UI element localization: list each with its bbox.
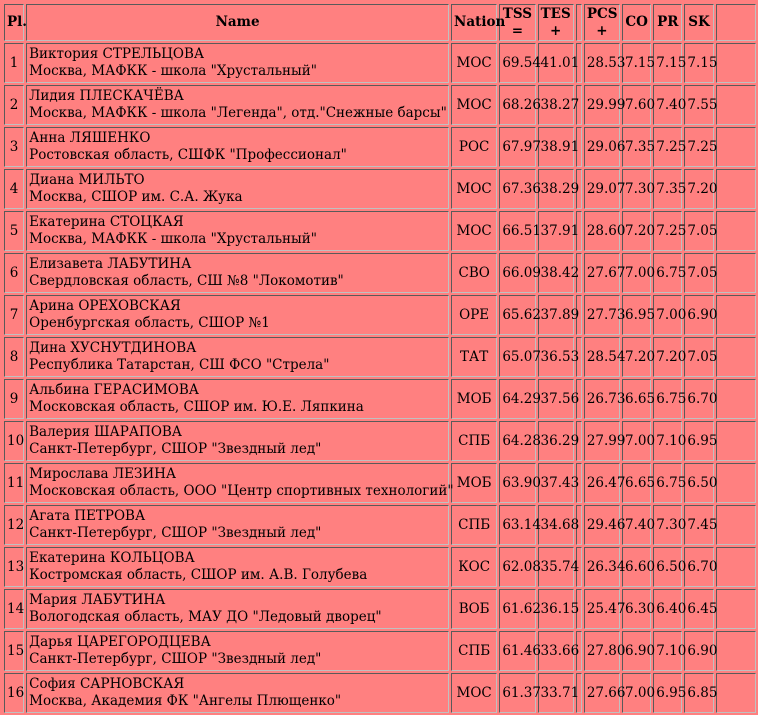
pr-cell: 6.95 xyxy=(653,673,682,713)
extra-cell xyxy=(716,421,756,461)
sk-cell: 6.45 xyxy=(684,589,713,629)
tes-cell: 38.27 xyxy=(538,85,574,125)
skater-club: Республика Татарстан, СШ ФСО "Стрела" xyxy=(29,357,330,373)
extra-cell xyxy=(716,295,756,335)
pr-cell: 6.50 xyxy=(653,547,682,587)
table-row xyxy=(4,463,756,503)
skater-name[interactable]: Елизавета ЛАБУТИНА xyxy=(29,256,192,272)
pr-cell: 7.00 xyxy=(653,295,682,335)
pr-cell: 7.10 xyxy=(653,631,682,671)
skater-club: Москва, Академия ФК "Ангелы Плющенко" xyxy=(29,693,342,709)
place-cell: 15 xyxy=(4,631,24,671)
skater-cell xyxy=(26,253,449,293)
tss-cell: 61.46 xyxy=(499,631,535,671)
extra-cell xyxy=(716,127,756,167)
pcs-cell: 28.60 xyxy=(584,211,620,251)
sk-cell: 7.45 xyxy=(684,505,713,545)
sk-cell: 7.20 xyxy=(684,169,713,209)
sk-cell: 7.15 xyxy=(684,43,713,83)
skater-cell xyxy=(26,169,449,209)
tss-cell: 65.07 xyxy=(499,337,535,377)
skater-club: Московская область, СШОР им. Ю.Е. Ляпкина xyxy=(29,399,364,415)
skater-cell xyxy=(26,631,449,671)
sk-cell: 7.05 xyxy=(684,211,713,251)
skater-cell xyxy=(26,673,449,713)
table-row xyxy=(4,253,756,293)
co-cell: 6.30 xyxy=(622,589,651,629)
sk-cell: 7.25 xyxy=(684,127,713,167)
extra-cell xyxy=(716,589,756,629)
tes-cell: 36.29 xyxy=(538,421,574,461)
skater-club: Москва, МАФКК - школа "Хрустальный" xyxy=(29,231,317,247)
skater-club: Москва, СШОР им. С.А. Жука xyxy=(29,189,243,205)
header-pcs-sign: + xyxy=(596,22,608,39)
skater-name[interactable]: Екатерина КОЛЬЦОВА xyxy=(29,550,195,566)
pr-cell: 6.40 xyxy=(653,589,682,629)
co-cell: 7.00 xyxy=(622,253,651,293)
table-row xyxy=(4,169,756,209)
skater-cell xyxy=(26,85,449,125)
header-co: CO xyxy=(622,4,651,41)
nation-cell: КОС xyxy=(451,547,497,587)
tes-cell: 38.42 xyxy=(538,253,574,293)
skater-club: Костромская область, СШОР им. А.В. Голубева xyxy=(29,567,368,583)
tes-cell: 36.15 xyxy=(538,589,574,629)
pr-cell: 7.25 xyxy=(653,211,682,251)
sk-cell: 6.70 xyxy=(684,379,713,419)
pr-cell: 7.20 xyxy=(653,337,682,377)
co-cell: 7.00 xyxy=(622,673,651,713)
header-tes xyxy=(538,4,574,41)
skater-name[interactable]: Арина ОРЕХОВСКАЯ xyxy=(29,298,181,314)
co-cell: 7.40 xyxy=(622,505,651,545)
sk-cell: 7.05 xyxy=(684,253,713,293)
header-tes-label: TES xyxy=(540,5,571,22)
place-cell: 9 xyxy=(4,379,24,419)
nation-cell: МОБ xyxy=(451,379,497,419)
tss-cell: 64.28 xyxy=(499,421,535,461)
skater-club: Свердловская область, СШ №8 "Локомотив" xyxy=(29,273,344,289)
tes-cell: 37.56 xyxy=(538,379,574,419)
tes-cell: 33.71 xyxy=(538,673,574,713)
table-row xyxy=(4,337,756,377)
pcs-cell: 25.47 xyxy=(584,589,620,629)
pcs-cell: 26.34 xyxy=(584,547,620,587)
pcs-cell: 27.99 xyxy=(584,421,620,461)
pcs-cell: 29.07 xyxy=(584,169,620,209)
skater-cell xyxy=(26,211,449,251)
header-pcs xyxy=(584,4,620,41)
sk-cell: 6.95 xyxy=(684,421,713,461)
pcs-cell: 27.67 xyxy=(584,253,620,293)
header-tss-sign: = xyxy=(511,22,524,39)
header-row xyxy=(4,4,756,41)
extra-cell xyxy=(716,211,756,251)
skater-cell xyxy=(26,505,449,545)
skater-name[interactable]: София САРНОВСКАЯ xyxy=(29,676,185,692)
nation-cell: МОС xyxy=(451,169,497,209)
nation-cell: ТАТ xyxy=(451,337,497,377)
tss-cell: 68.26 xyxy=(499,85,535,125)
nation-cell: СВО xyxy=(451,253,497,293)
tss-cell: 63.14 xyxy=(499,505,535,545)
pr-cell: 7.40 xyxy=(653,85,682,125)
pcs-cell: 26.73 xyxy=(584,379,620,419)
tss-cell: 66.51 xyxy=(499,211,535,251)
header-gap xyxy=(576,4,582,41)
extra-cell xyxy=(716,463,756,503)
skater-name[interactable]: Екатерина СТОЦКАЯ xyxy=(29,214,184,230)
pr-cell: 7.15 xyxy=(653,43,682,83)
co-cell: 7.60 xyxy=(622,85,651,125)
sk-cell: 7.55 xyxy=(684,85,713,125)
nation-cell: СПБ xyxy=(451,505,497,545)
tes-cell: 34.68 xyxy=(538,505,574,545)
nation-cell: МОС xyxy=(451,673,497,713)
sk-cell: 7.05 xyxy=(684,337,713,377)
place-cell: 6 xyxy=(4,253,24,293)
extra-cell xyxy=(716,379,756,419)
header-tss-label: TSS xyxy=(502,5,533,22)
extra-cell xyxy=(716,337,756,377)
pcs-cell: 28.54 xyxy=(584,337,620,377)
skater-name[interactable]: Дина ХУСНУТДИНОВА xyxy=(29,340,197,356)
co-cell: 7.30 xyxy=(622,169,651,209)
skater-cell xyxy=(26,547,449,587)
header-pl: Pl. xyxy=(4,4,24,41)
pr-cell: 7.25 xyxy=(653,127,682,167)
place-cell: 16 xyxy=(4,673,24,713)
skater-club: Ростовская область, СШФК "Профессионал" xyxy=(29,147,347,163)
tss-cell: 61.37 xyxy=(499,673,535,713)
co-cell: 6.65 xyxy=(622,379,651,419)
skater-club: Московская область, ООО "Центр спортивных технологий" xyxy=(29,483,454,499)
table-row xyxy=(4,631,756,671)
skater-name[interactable]: Лидия ПЛЕСКАЧЁВА xyxy=(29,88,184,104)
tes-cell: 36.53 xyxy=(538,337,574,377)
place-cell: 12 xyxy=(4,505,24,545)
nation-cell: МОС xyxy=(451,85,497,125)
tes-cell: 38.29 xyxy=(538,169,574,209)
header-tes-sign: + xyxy=(550,22,562,39)
skater-cell xyxy=(26,127,449,167)
tes-cell: 33.66 xyxy=(538,631,574,671)
extra-cell xyxy=(716,547,756,587)
tss-cell: 67.36 xyxy=(499,169,535,209)
tss-cell: 63.90 xyxy=(499,463,535,503)
skater-cell xyxy=(26,295,449,335)
pr-cell: 7.35 xyxy=(653,169,682,209)
table-row xyxy=(4,547,756,587)
nation-cell: ВОБ xyxy=(451,589,497,629)
nation-cell: МОС xyxy=(451,211,497,251)
pr-cell: 6.75 xyxy=(653,253,682,293)
nation-cell: СПБ xyxy=(451,421,497,461)
tss-cell: 62.08 xyxy=(499,547,535,587)
extra-cell xyxy=(716,253,756,293)
tss-cell: 69.54 xyxy=(499,43,535,83)
skater-name[interactable]: Виктория СТРЕЛЬЦОВА xyxy=(29,46,205,62)
skater-name[interactable]: Диана МИЛЬТО xyxy=(29,172,145,188)
place-cell: 5 xyxy=(4,211,24,251)
table-row xyxy=(4,421,756,461)
tes-cell: 35.74 xyxy=(538,547,574,587)
place-cell: 8 xyxy=(4,337,24,377)
co-cell: 7.15 xyxy=(622,43,651,83)
extra-cell xyxy=(716,169,756,209)
place-cell: 13 xyxy=(4,547,24,587)
pcs-cell: 27.80 xyxy=(584,631,620,671)
skater-cell xyxy=(26,379,449,419)
table-row xyxy=(4,127,756,167)
tss-cell: 66.09 xyxy=(499,253,535,293)
pr-cell: 6.75 xyxy=(653,379,682,419)
skater-club: Москва, МАФКК - школа "Хрустальный" xyxy=(29,63,317,79)
tes-cell: 37.43 xyxy=(538,463,574,503)
table-row xyxy=(4,673,756,713)
place-cell: 2 xyxy=(4,85,24,125)
co-cell: 6.90 xyxy=(622,631,651,671)
tes-cell: 37.91 xyxy=(538,211,574,251)
nation-cell: ОРЕ xyxy=(451,295,497,335)
co-cell: 6.60 xyxy=(622,547,651,587)
pcs-cell: 28.53 xyxy=(584,43,620,83)
header-extra xyxy=(716,4,756,41)
skater-name[interactable]: Дарья ЦАРЕГОРОДЦЕВА xyxy=(29,634,211,650)
table-row xyxy=(4,211,756,251)
header-nation: Nation xyxy=(451,4,497,41)
sk-cell: 6.50 xyxy=(684,463,713,503)
place-cell: 10 xyxy=(4,421,24,461)
table-row xyxy=(4,379,756,419)
sk-cell: 6.70 xyxy=(684,547,713,587)
nation-cell: МОС xyxy=(451,43,497,83)
table-row xyxy=(4,295,756,335)
table-row xyxy=(4,85,756,125)
co-cell: 7.00 xyxy=(622,421,651,461)
skater-cell xyxy=(26,43,449,83)
nation-cell: СПБ xyxy=(451,631,497,671)
skater-name[interactable]: Валерия ШАРАПОВА xyxy=(29,424,183,440)
co-cell: 7.20 xyxy=(622,211,651,251)
pcs-cell: 27.66 xyxy=(584,673,620,713)
header-name: Name xyxy=(26,4,449,41)
skater-club: Вологодская область, МАУ ДО "Ледовый дворец" xyxy=(29,609,382,625)
skater-cell xyxy=(26,589,449,629)
place-cell: 3 xyxy=(4,127,24,167)
skater-name[interactable]: Мария ЛАБУТИНА xyxy=(29,592,166,608)
nation-cell: МОБ xyxy=(451,463,497,503)
results-table xyxy=(2,2,758,715)
tes-cell: 37.89 xyxy=(538,295,574,335)
pcs-cell: 27.73 xyxy=(584,295,620,335)
place-cell: 7 xyxy=(4,295,24,335)
tss-cell: 64.29 xyxy=(499,379,535,419)
skater-club: Санкт-Петербург, СШОР "Звездный лед" xyxy=(29,441,322,457)
skater-cell xyxy=(26,463,454,503)
place-cell: 1 xyxy=(4,43,24,83)
pcs-cell: 26.47 xyxy=(584,463,620,503)
skater-name[interactable]: Альбина ГЕРАСИМОВА xyxy=(29,382,199,398)
skater-cell xyxy=(26,337,449,377)
nation-cell: РОС xyxy=(451,127,497,167)
pcs-cell: 29.99 xyxy=(584,85,620,125)
pr-cell: 7.10 xyxy=(653,421,682,461)
skater-club: Москва, МАФКК - школа "Легенда", отд."Снежные барсы" xyxy=(29,105,447,121)
extra-cell xyxy=(716,85,756,125)
co-cell: 7.20 xyxy=(622,337,651,377)
extra-cell xyxy=(716,631,756,671)
skater-name[interactable]: Агата ПЕТРОВА xyxy=(29,508,146,524)
table-row xyxy=(4,589,756,629)
header-pr: PR xyxy=(653,4,682,41)
sk-cell: 6.85 xyxy=(684,673,713,713)
place-cell: 14 xyxy=(4,589,24,629)
table-row xyxy=(4,505,756,545)
tss-cell: 67.97 xyxy=(499,127,535,167)
sk-cell: 6.90 xyxy=(684,631,713,671)
skater-club: Оренбургская область, СШОР №1 xyxy=(29,315,270,331)
extra-cell xyxy=(716,505,756,545)
tes-cell: 38.91 xyxy=(538,127,574,167)
skater-club: Санкт-Петербург, СШОР "Звездный лед" xyxy=(29,525,322,541)
skater-name[interactable]: Мирослава ЛЕЗИНА xyxy=(29,466,177,482)
co-cell: 6.65 xyxy=(622,463,651,503)
pr-cell: 6.75 xyxy=(653,463,682,503)
sk-cell: 6.90 xyxy=(684,295,713,335)
tes-cell: 41.01 xyxy=(538,43,574,83)
tss-cell: 65.62 xyxy=(499,295,535,335)
place-cell: 11 xyxy=(4,463,24,503)
tss-cell: 61.62 xyxy=(499,589,535,629)
skater-club: Санкт-Петербург, СШОР "Звездный лед" xyxy=(29,651,322,667)
table-row xyxy=(4,43,756,83)
extra-cell xyxy=(716,673,756,713)
header-pcs-label: PCS xyxy=(586,5,618,22)
results-body xyxy=(4,43,756,713)
place-cell: 4 xyxy=(4,169,24,209)
extra-cell xyxy=(716,43,756,83)
co-cell: 7.35 xyxy=(622,127,651,167)
header-sk: SK xyxy=(684,4,713,41)
pcs-cell: 29.06 xyxy=(584,127,620,167)
skater-cell xyxy=(26,421,449,461)
pcs-cell: 29.46 xyxy=(584,505,620,545)
pr-cell: 7.30 xyxy=(653,505,682,545)
co-cell: 6.95 xyxy=(622,295,651,335)
skater-name[interactable]: Анна ЛЯШЕНКО xyxy=(29,130,151,146)
